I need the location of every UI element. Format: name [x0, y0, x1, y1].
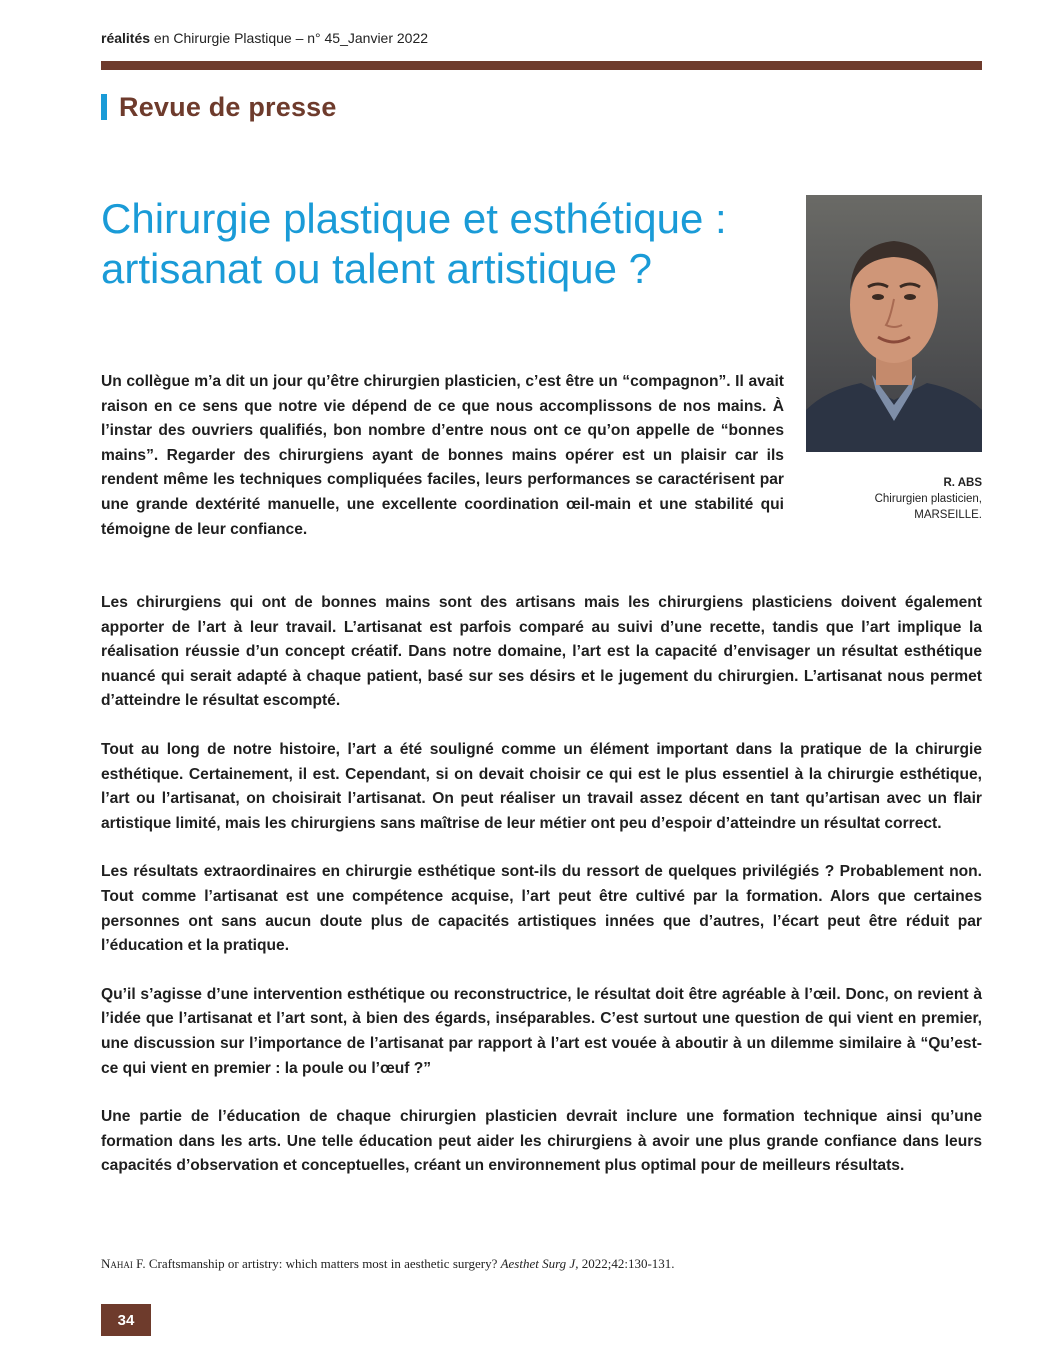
title-line-2: artisanat ou talent artistique ?: [101, 245, 653, 292]
title-line-1: Chirurgie plastique et esthétique :: [101, 195, 727, 242]
body-paragraph: Les résultats extraordinaires en chirurgie esthétique sont-ils du ressort de quelques privilégiés ? Probablement non. Tout comme l’artisanat est une compétence acquise, l’art peut être cultivé par la formation. Alors que certaines personnes ont sans aucun doute plus de capacités artistiques innées que d’autres, l’écart peut être réduit par l’éducation et la pratique.: [101, 863, 982, 955]
author-credit: [806, 475, 982, 523]
section-marker: [101, 94, 107, 120]
header-rule: [101, 61, 982, 70]
journal-issue: en Chirurgie Plastique – n° 45_Janvier 2022: [150, 30, 429, 46]
reference: [101, 1256, 982, 1272]
body-paragraph: Tout au long de notre histoire, l’art a été souligné comme un élément important dans la pratique de la chirurgie esthétique. Certainement, il est. Cependant, si on devait choisir ce qui est le plus essentiel à la chirurgie esthétique, l’art ou l’artisanat, on choisirait l’artisanat. On peut réaliser un travail assez décent en tant qu’artisan avec un flair artistique limité, mais les chirurgiens sans maîtrise de leur métier ont peu d’espoir d’atteindre un résultat correct.: [101, 740, 982, 832]
author-city: MARSEILLE.: [914, 509, 982, 521]
author-role: Chirurgien plasticien,: [874, 493, 982, 505]
journal-brand: réalités: [101, 30, 151, 46]
reference-author: Nahai F.: [101, 1256, 146, 1271]
running-header: [101, 30, 428, 46]
reference-title: Craftsmanship or artistry: which matters most in aesthetic surgery?: [145, 1256, 501, 1271]
reference-details: 2022;42:130-131.: [578, 1256, 675, 1271]
author-name: R. ABS: [943, 477, 982, 489]
article-body: [101, 591, 982, 1203]
section-heading: [101, 91, 337, 123]
reference-journal: Aesthet Surg J,: [500, 1256, 579, 1271]
article-title: [101, 194, 801, 294]
body-paragraph: Les chirurgiens qui ont de bonnes mains sont des artisans mais les chirurgiens plasticiens doivent également apporter de l’art à leur travail. L’artisanat est parfois comparé au suivi d’une recette, tandis que l’art implique la réalisation réussie d’un concept créatif. Dans notre domaine, l’art est la capacité d’envisager un résultat esthétique nuancé qui serait adapté à chaque patient, basé sur ses désirs et le jugement du chirurgien. L’artisanat nous permet d’atteindre le résultat escompté.: [101, 594, 982, 710]
author-photo: [806, 195, 982, 452]
body-paragraph: Une partie de l’éducation de chaque chirurgien plasticien devrait inclure une formation technique ainsi qu’une formation dans les arts. Une telle éducation peut aider les chirurgiens à avoir une plus grande confiance dans leurs capacités d’observation et conceptuelles, créant un environnement plus optimal pour de meilleurs résultats.: [101, 1108, 982, 1175]
intro-paragraph: Un collègue m’a dit un jour qu’être chirurgien plasticien, c’est être un “compagnon”. Il avait raison en ce sens que notre vie dépend de ce que nous accomplissons de nos mains. À l’instar des ouvriers qualifiés, bon nombre d’entre nous ont ce qu’on appelle de “bonnes mains”. Regarder des chirurgiens ayant de bonnes mains opérer est un plaisir car ils rendent même les techniques compliquées faciles, leurs performances se caractérisent par une grande dextérité manuelle, une excellente coordination œil-main et une stabilité qui témoigne de leur confiance.: [101, 373, 784, 538]
section-label: Revue de presse: [119, 91, 337, 122]
body-paragraph: Qu’il s’agisse d’une intervention esthétique ou reconstructrice, le résultat doit être agréable à l’œil. Donc, on revient à l’idée que l’artisanat et l’art sont, à bien des égards, inséparables. C’est surtout une question de qui vient en premier, une discussion sur l’importance de l’artisanat par rapport à l’art est vouée à aboutir à un dilemme similaire à “Qu’est-ce qui vient en premier : la poule ou l’œuf ?”: [101, 985, 982, 1077]
page-number: 34: [101, 1304, 151, 1336]
